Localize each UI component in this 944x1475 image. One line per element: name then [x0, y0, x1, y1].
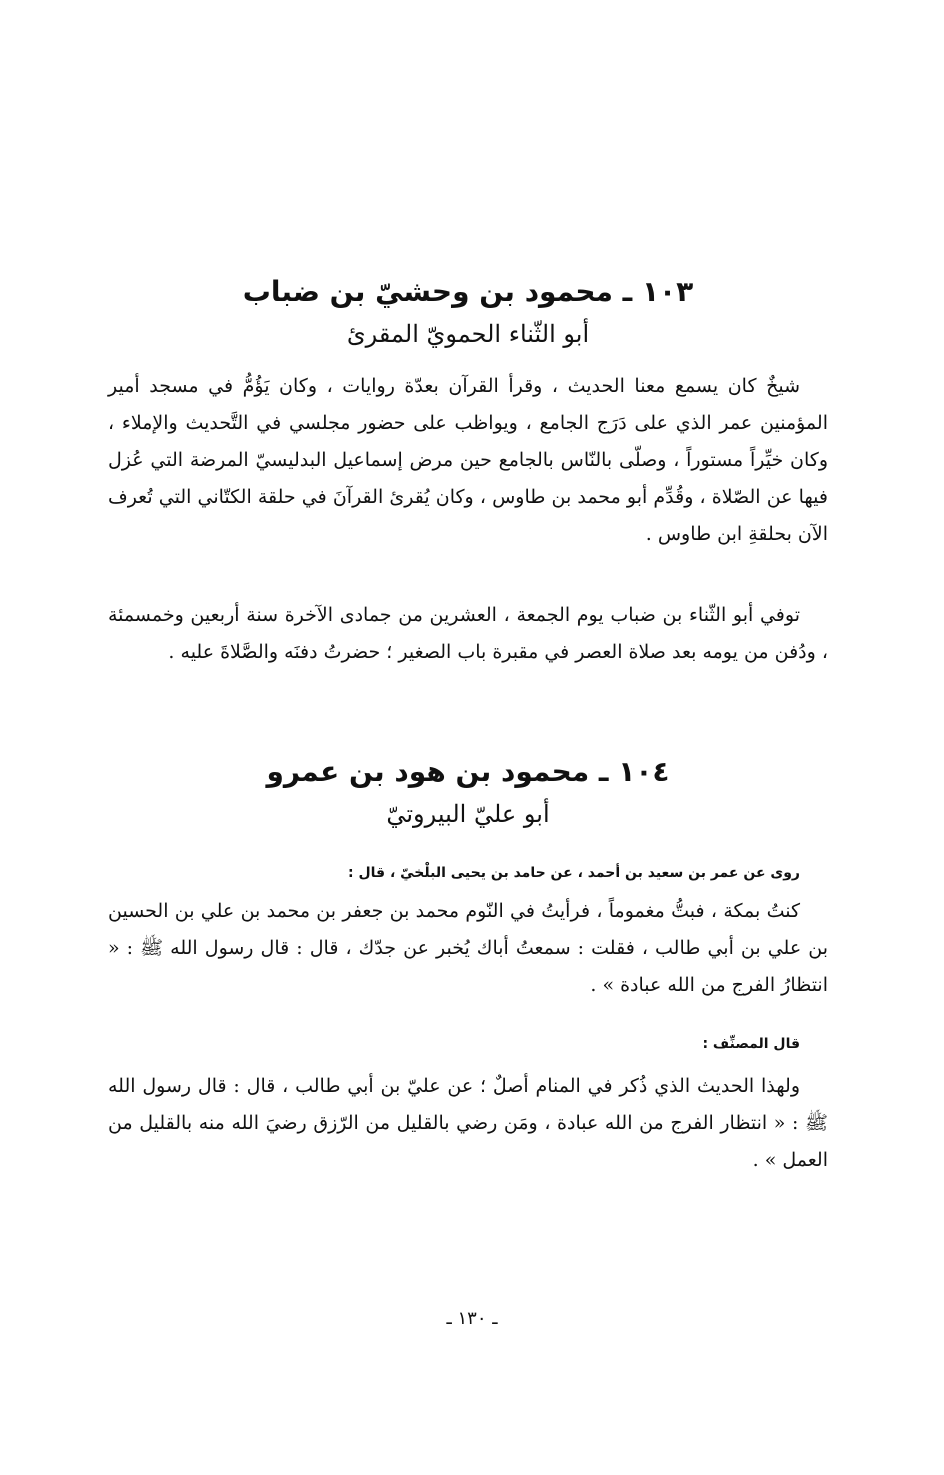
- entry-104-commentary: [108, 1068, 828, 1179]
- entry-104: [108, 752, 828, 832]
- entry-104-title: ١٠٤ ـ محمود بن هود بن عمرو: [266, 755, 670, 788]
- entry-104-body: [108, 893, 828, 1004]
- entry-103-body: [108, 368, 828, 553]
- entry-104-isnad: روى عن عمر بن سعيد بن أحمد ، عن حامد بن يحيى البلْخيّ ، قال :: [348, 865, 800, 881]
- page-number: ـ ١٣٠ ـ: [446, 1308, 498, 1329]
- entry-104-isnad-block: [108, 860, 828, 886]
- entry-104-paragraph-1: كنتُ بمكة ، فبتُّ مغموماً ، فرأيتُ في النّوم محمد بن جعفر بن محمد بن علي بن الحسين بن علي بن أبي طالب ، فقلت : سمعتُ أباك يُخبر عن جدّك ، قال : قال رسول الله ﷺ : « انتظارُ الفرج من الله عبادة » .: [108, 900, 829, 996]
- entry-104-subtitle: أبو عليّ البيروتيّ: [386, 800, 550, 828]
- entry-103-paragraph-2: توفي أبو الثّناء بن ضباب يوم الجمعة ، العشرين من جمادى الآخرة سنة أربعين وخمسمئة ، ودُفن من يومه بعد صلاة العصر في مقبرة باب الصغير ؛ حضرتُ دفنَه والصَّلاةَ عليه .: [108, 604, 828, 663]
- entry-103-title: ١٠٣ ـ محمود بن وحشيّ بن ضباب: [242, 275, 694, 308]
- entry-103-paragraph-1: شيخٌ كان يسمع معنا الحديث ، وقرأ القرآن بعدّة روايات ، وكان يَؤُمُّ في مسجد أمير المؤمنين عمر الذي على دَرَج الجامع ، ويواظب على حضور مجلسي في التَّحديث والإملاء ، وكان خيِّراً مستوراً ، وصلّى بالنّاس بالجامع حين مرض إسماعيل البدليسيّ المرضة التي عُزل فيها عن الصّلاة ، وقُدِّم أبو محمد بن طاوس ، وكان يُقرئ القرآنَ في حلقة الكتّاني التي تُعرف الآن بحلقةِ ابن طاوس .: [108, 375, 828, 545]
- entry-103-death: [108, 597, 828, 671]
- author-label: قال المصنِّف :: [702, 1036, 800, 1052]
- entry-103-subtitle: أبو الثّناء الحمويّ المقرئ: [346, 320, 590, 348]
- author-label-block: [108, 1031, 828, 1057]
- entry-104-paragraph-2: ولهذا الحديث الذي ذُكر في المنام أصلٌ ؛ عن عليّ بن أبي طالب ، قال : قال رسول الله ﷺ : « انتظار الفرج من الله عبادة ، ومَن رضي بالقليل من الرّزق رضيَ الله منه بالقليل من العمل » .: [108, 1075, 828, 1171]
- entry-103: [108, 272, 828, 352]
